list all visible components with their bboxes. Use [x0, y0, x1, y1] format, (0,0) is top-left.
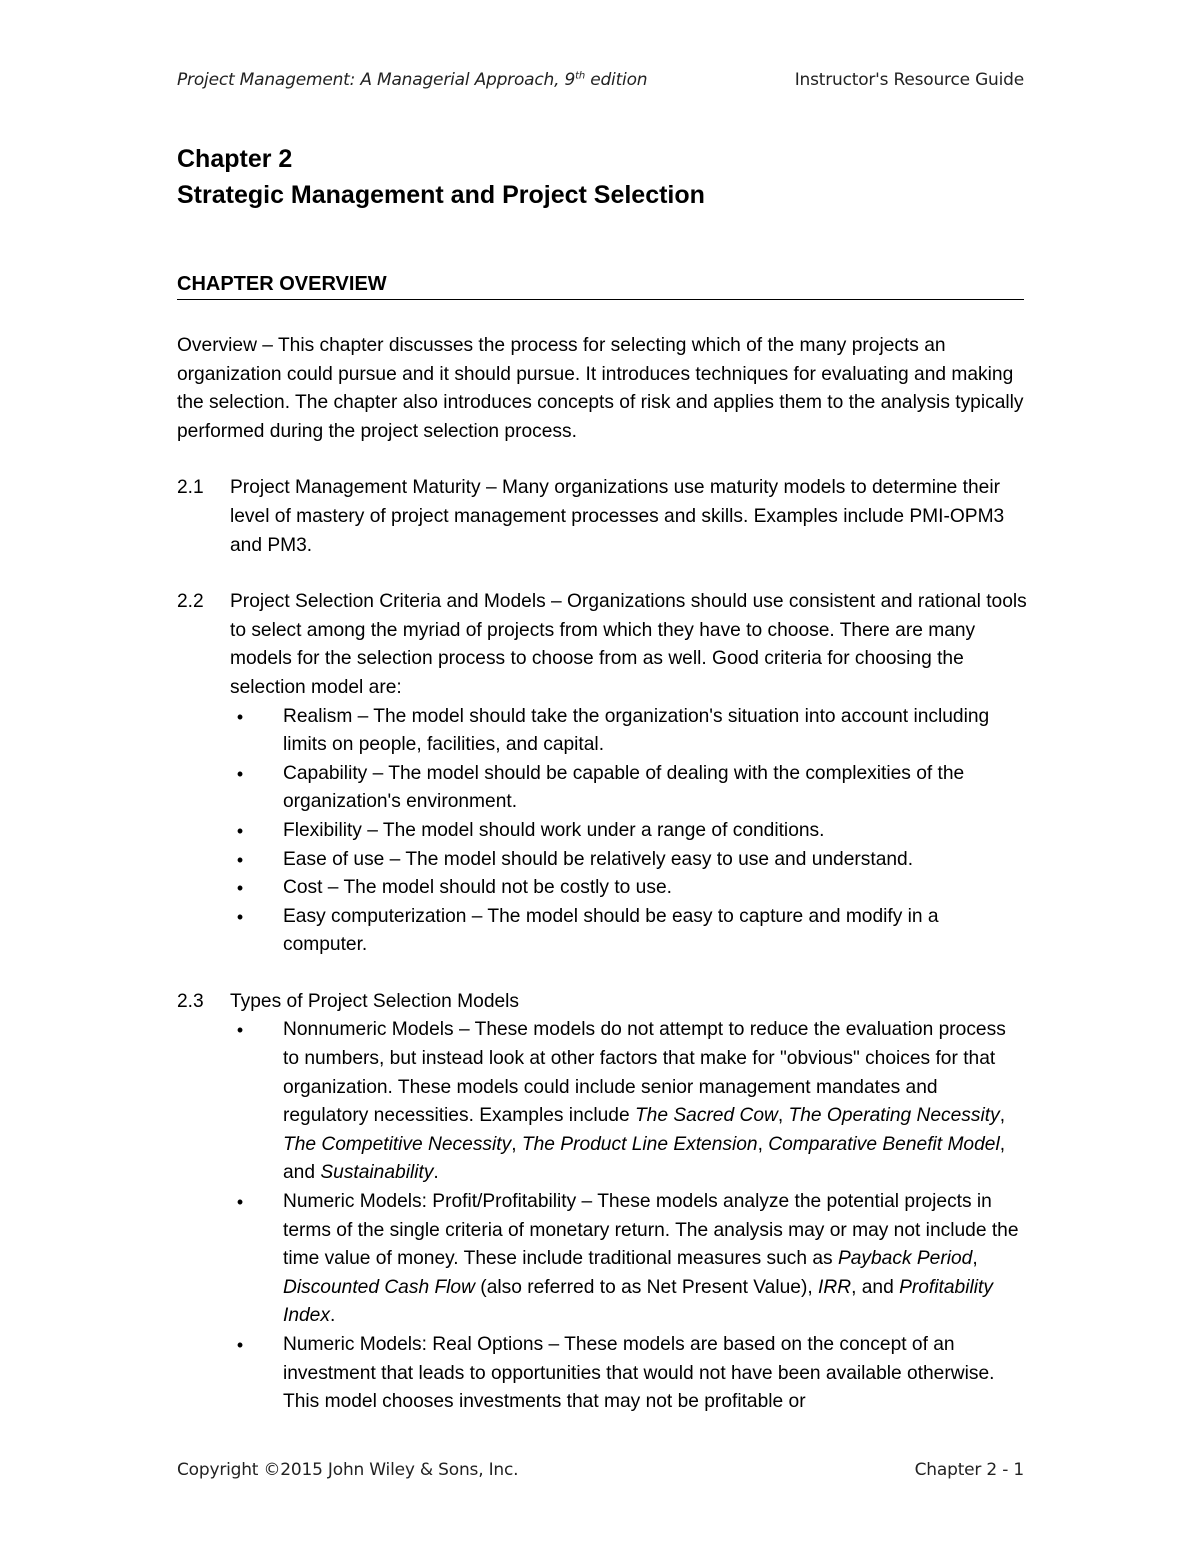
page-footer — [177, 1460, 1024, 1486]
list-item-profitability: • Numeric Models: Profit/Profitability – These models analyze the potential projects in terms of the single criteria of monetary return. The analysis may or may not include the time value of money. These include traditional measures such as Payback Period, Discounted Cash Flow (also referred to as Net Present Value), IRR, and Profitability Index. — [230, 1188, 1027, 1331]
list-item-nonnumeric: • Nonnumeric Models – These models do not attempt to reduce the evaluation process to numbers, but instead look at other factors that make for "obvious" choices for that organization. These models could include senior management mandates and regulatory necessities. Examples include The Sacred Cow, The Operating Necessity, The Competitive Necessity, The Product Line Extension, Comparative Benefit Model, and Sustainability. — [230, 1016, 1027, 1188]
section-number: 2.2 — [177, 591, 204, 613]
list-item: • Capability – The model should be capable of dealing with the complexities of the organization's environment. — [230, 760, 1027, 817]
header-book-title: Project Management: A Managerial Approach, 9th edition — [177, 70, 648, 90]
list-item: • Easy computerization – The model should be easy to capture and modify in a computer. — [230, 903, 1027, 960]
bullet-icon: • — [236, 849, 244, 870]
bullet-icon: • — [236, 1335, 244, 1355]
bullet-icon: • — [236, 878, 244, 899]
section-2-2 — [177, 588, 1027, 960]
header-guide-label: Instructor's Resource Guide — [794, 70, 1024, 90]
section-number: 2.1 — [177, 477, 204, 499]
criteria-list — [230, 703, 1027, 960]
document-body — [177, 332, 1027, 1445]
section-2-3 — [177, 988, 1027, 1417]
page-header — [177, 70, 1024, 96]
chapter-overview-heading: CHAPTER OVERVIEW — [177, 270, 1024, 300]
section-text: Types of Project Selection Models — [230, 990, 520, 1012]
footer-copyright: Copyright ©2015 John Wiley & Sons, Inc. — [177, 1460, 519, 1480]
model-types-list — [230, 1016, 1027, 1416]
list-item: • Ease of use – The model should be relatively easy to use and understand. — [230, 846, 1027, 875]
edition-superscript: th — [575, 70, 585, 82]
list-item: • Flexibility – The model should work under a range of conditions. — [230, 817, 1027, 846]
section-number: 2.3 — [177, 990, 204, 1012]
chapter-number: Chapter 2 — [177, 145, 293, 173]
list-item-real-options: • Numeric Models: Real Options – These models are based on the concept of an investment that leads to opportunities that would not have been available otherwise. This model chooses investments that may not be profitable or — [230, 1331, 1027, 1417]
section-text: Project Selection Criteria and Models – Organizations should use consistent and rational tools to select among the myriad of projects from which they have to choose. There are many models for the selection process to choose from as well. Good criteria for choosing the selection model are: — [230, 591, 1027, 698]
bullet-icon: • — [236, 906, 244, 927]
overview-paragraph: Overview – This chapter discusses the process for selecting which of the many projects an organization could pursue and it should pursue. It introduces techniques for evaluating and making the selection. The chapter also introduces concepts of risk and applies them to the analysis typically performed during the project selection process. — [177, 335, 1024, 442]
bullet-icon: • — [236, 1020, 244, 1041]
chapter-heading — [177, 141, 1024, 213]
bullet-icon: • — [236, 706, 244, 727]
list-item: • Cost – The model should not be costly to use. — [230, 874, 1027, 903]
section-text: Project Management Maturity – Many organizations use maturity models to determine their level of mastery of project management processes and skills. Examples include PMI-OPM3 and PM3. — [230, 477, 1005, 556]
bullet-icon: • — [236, 1192, 244, 1213]
list-item: • Realism – The model should take the organization's situation into account including limits on people, facilities, and capital. — [230, 703, 1027, 760]
footer-page-number: Chapter 2 - 1 — [914, 1460, 1024, 1480]
section-2-1 — [177, 474, 1027, 560]
bullet-icon: • — [236, 763, 244, 784]
chapter-title: Strategic Management and Project Selection — [177, 181, 705, 209]
bullet-icon: • — [236, 820, 244, 841]
